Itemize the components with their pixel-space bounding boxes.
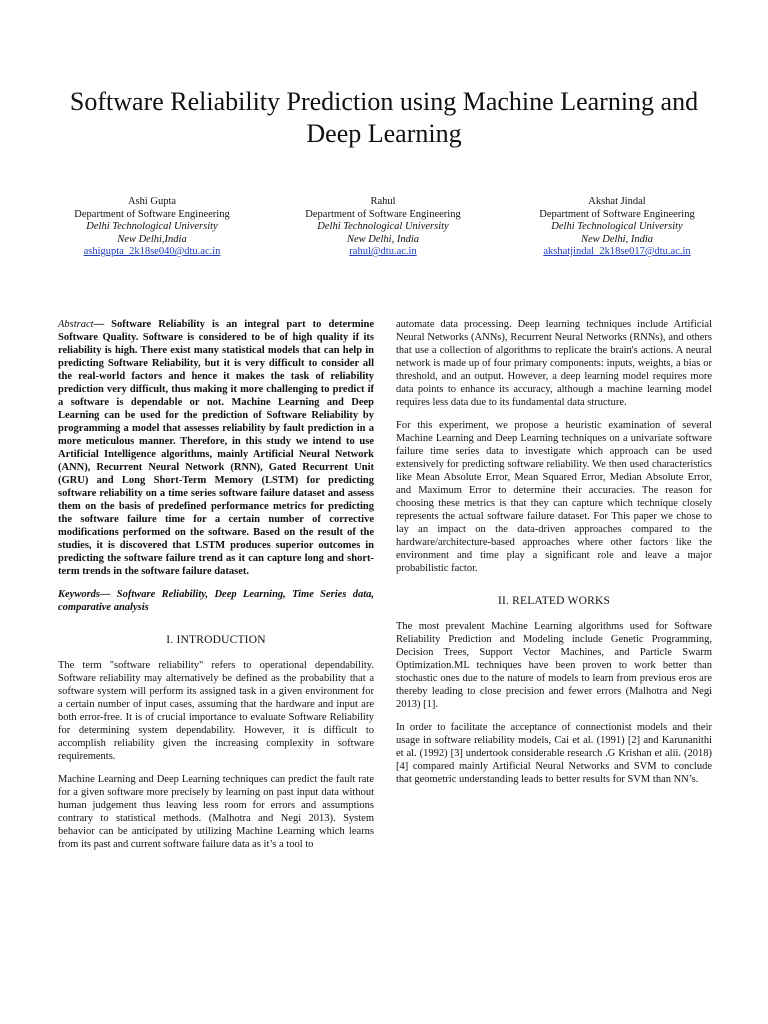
intro-paragraph-3: automate data processing. Deep learning techniques include Artificial Neural Networks (ANNs), Recurrent Neural Networks (RNNs), and others that use a collection of algorithms to replicate the brain's actions. A neural network is made up of four primary components: inputs, weights, a bias or threshold, and an output. However, a deep learning model requires more data points to enhance its accuracy, although a machine learning model requires less data due to its fundamental data structure.	[396, 319, 712, 408]
author-1	[32, 196, 272, 259]
intro-paragraph-4: For this experiment, we propose a heuristic examination of several Machine Learning and Deep Learning techniques on a univariate software failure time series data to investigate which approach can be used extensively for predicting software reliability. We then used characteristics like Mean Absolute Error, Mean Squared Error, Median Absolute Error, and Maximum Error to determine their accuracies. The reason for choosing these metrics is that they can capture which technique closely represents the actual software failure dataset. For This paper we chose to lay an impact on the data-driven approaches compared to the hardware/architecture-based approaches where other factors like the environment and time play a significant role and leave a major probabilistic factor.	[396, 420, 712, 574]
author-university: Delhi Technological University	[86, 221, 218, 232]
keywords-text: — Software Reliability, Deep Learning, Time Series data, comparative analysis	[58, 589, 374, 613]
author-university: Delhi Technological University	[551, 221, 683, 232]
section-heading-related-works: II. RELATED WORKS	[497, 595, 611, 607]
author-city: New Delhi,India	[117, 233, 187, 245]
abstract-label: Abstract	[58, 319, 94, 330]
author-email-link[interactable]: ashigupta_2k18se040@dtu.ac.in	[83, 246, 221, 257]
related-paragraph-1: The most prevalent Machine Learning algorithms used for Software Reliability Prediction and Modeling include Genetic Programming, Decision Trees, Support Vector Machines, and Particle Swarm Optimization.ML techniques have been proven to work better than stochastic ones due to the nature of models to learn from previous eros are thereby leading to close precision and fewer errors (Malhotra and Negi 2013) [1].	[396, 621, 712, 710]
author-name: Akshat Jindal	[588, 196, 646, 207]
author-dept: Department of Software Engineering	[539, 208, 695, 220]
right-column	[396, 318, 712, 796]
author-city: New Delhi, India	[580, 233, 654, 245]
section-heading-introduction: I. INTRODUCTION	[166, 634, 266, 646]
abstract	[58, 318, 374, 578]
intro-paragraph-1: The term "software reliability" refers to operational dependability. Software reliability may alternatively be defined as the probability that a software system will perform its assigned task in a given environment for a certain number of input cases, assuming that the hardware and input are both error-free. It is of crucial importance to evaluate Software Reliability for determining system dependability. However, it is difficult to accomplish reliability given the increasing complexity in software requirements.	[58, 660, 374, 762]
author-email-link[interactable]: rahul@dtu.ac.in	[349, 246, 417, 257]
abstract-text: — Software Reliability is an integral part to determine Software Quality. Software is considered to be of high quality if its reliability is high. There exist many statistical models that can help in predicting Software Reliability, but it is very difficult to consider all the real-world factors and hence it makes the task of reliability prediction very difficult, thus making it more challenging to predict if a software is dependable or not. Machine Learning and Deep Learning can be used for the prediction of Software Reliability by programming a model that assesses reliability by fault prediction in a more meticulous manner. Therefore, in this study we intend to use Artificial Intelligence algorithms, mainly Artificial Neural Network (ANN), Recurrent Neural Network (RNN), Gated Recurrent Unit (GRU) and Long Short-Term Memory (LSTM) for predicting software reliability on a time series software failure dataset and assess them on the basis of predefined performance metrics for predicting the software failure time for a certain number of corrective modifications performed on the software. Based on the result of the studies, it is discovered that LSTM produces superior outcomes in predicting the software failure trend as it can capture long and short-term trends in the software failure dataset.	[58, 319, 374, 577]
author-dept: Department of Software Engineering	[305, 208, 461, 220]
author-name: Ashi Gupta	[127, 196, 177, 207]
related-paragraph-2: In order to facilitate the acceptance of connectionist models and their usage in software reliability models, Cai et al. (1991) [2] and Karunanithi et al. (1992) [3] undertook considerable research .G Krishan et alii. (2018) [4] compared mainly Artificial Neural Networks and SVM to conclude that geometric understanding leads to better results for SVM than NN’s.	[396, 722, 712, 785]
left-column	[58, 318, 374, 861]
author-dept: Department of Software Engineering	[74, 208, 230, 220]
author-3	[497, 196, 737, 259]
author-email-link[interactable]: akshatjindal_2k18se017@dtu.ac.in	[543, 246, 691, 257]
author-name: Rahul	[370, 196, 396, 207]
paper-title: Software Reliability Prediction using Machine Learning and Deep Learning	[69, 87, 699, 148]
author-city: New Delhi, India	[346, 233, 420, 245]
keywords-label: Keywords	[58, 589, 100, 600]
keywords	[58, 588, 374, 614]
intro-paragraph-2: Machine Learning and Deep Learning techniques can predict the fault rate for a given software more precisely by learning on past input data without human judgement thus leaving less room for errors and assumptions contrary to statistical methods. (Malhotra and Negi 2013). System behavior can be anticipated by utilizing Machine Learning which learns from its past and current software failure data as it’s a tool to	[58, 774, 374, 850]
author-2	[263, 196, 503, 259]
author-university: Delhi Technological University	[317, 221, 449, 232]
